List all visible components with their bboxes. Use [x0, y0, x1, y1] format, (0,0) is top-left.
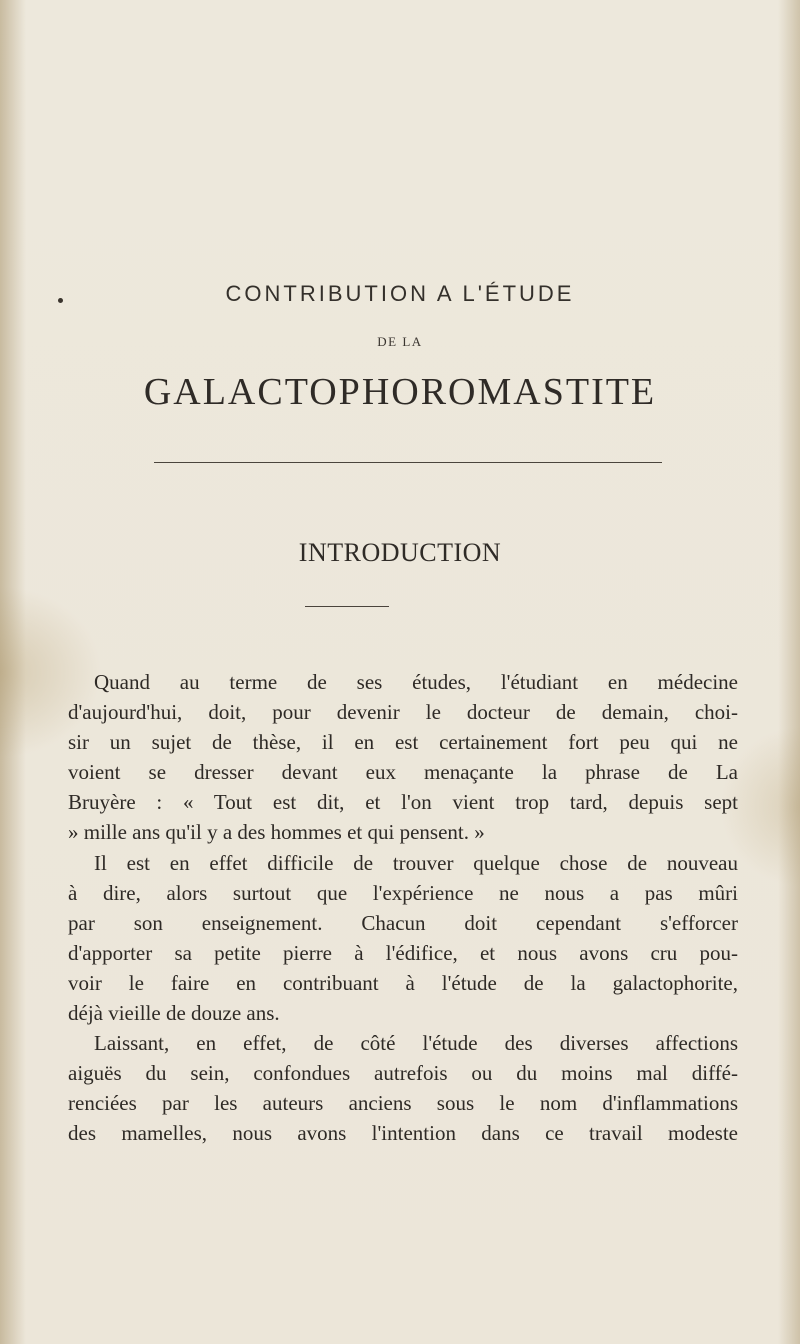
header-contribution: CONTRIBUTION A L'ÉTUDE	[225, 281, 575, 306]
paragraph-3	[68, 1028, 738, 1148]
thesis-title: GALACTOPHOROMASTITE	[143, 371, 657, 413]
text-line: renciées par les auteurs anciens sous le nom d'inflammations	[68, 1091, 738, 1116]
page-left-edge-shadow	[0, 0, 26, 1344]
text-line: » mille ans qu'il y a des hommes et qui pensent. »	[68, 820, 485, 845]
paragraph-1	[68, 667, 738, 848]
section-heading: INTRODUCTION	[298, 538, 502, 567]
text-line: voir le faire en contribuant à l'étude de la galactophorite,	[68, 970, 738, 995]
text-line: à dire, alors surtout que l'expérience ne nous a pas mûri	[68, 880, 738, 905]
header-de-la: DE LA	[377, 334, 423, 349]
text-line: des mamelles, nous avons l'intention dans ce travail modeste	[68, 1121, 738, 1146]
text-line: d'aujourd'hui, doit, pour devenir le docteur de demain, choi-	[68, 700, 738, 725]
text-line: Quand au terme de ses études, l'étudiant en médecine	[94, 670, 738, 694]
text-line: déjà vieille de douze ans.	[68, 1001, 280, 1026]
text-line: voient se dresser devant eux menaçante la phrase de La	[68, 760, 738, 785]
text-line: par son enseignement. Chacun doit cependant s'efforcer	[68, 910, 738, 935]
page-right-edge-shadow	[778, 0, 800, 1344]
text-line: Bruyère : « Tout est dit, et l'on vient trop tard, depuis sept	[68, 790, 738, 815]
text-line: Laissant, en effet, de côté l'étude des diverses affections	[94, 1031, 738, 1056]
paragraph-2	[68, 848, 738, 1029]
text-line: Il est en effet difficile de trouver quelque chose de nouveau	[94, 850, 738, 875]
body-text	[68, 667, 738, 1149]
text-line: aiguës du sein, confondues autrefois ou du moins mal diffé-	[68, 1061, 738, 1086]
section-divider	[305, 606, 389, 607]
text-line: d'apporter sa petite pierre à l'édifice, et nous avons cru pou-	[68, 940, 738, 965]
title-divider	[154, 462, 662, 463]
text-line: sir un sujet de thèse, il en est certainement fort peu qui ne	[68, 730, 738, 755]
